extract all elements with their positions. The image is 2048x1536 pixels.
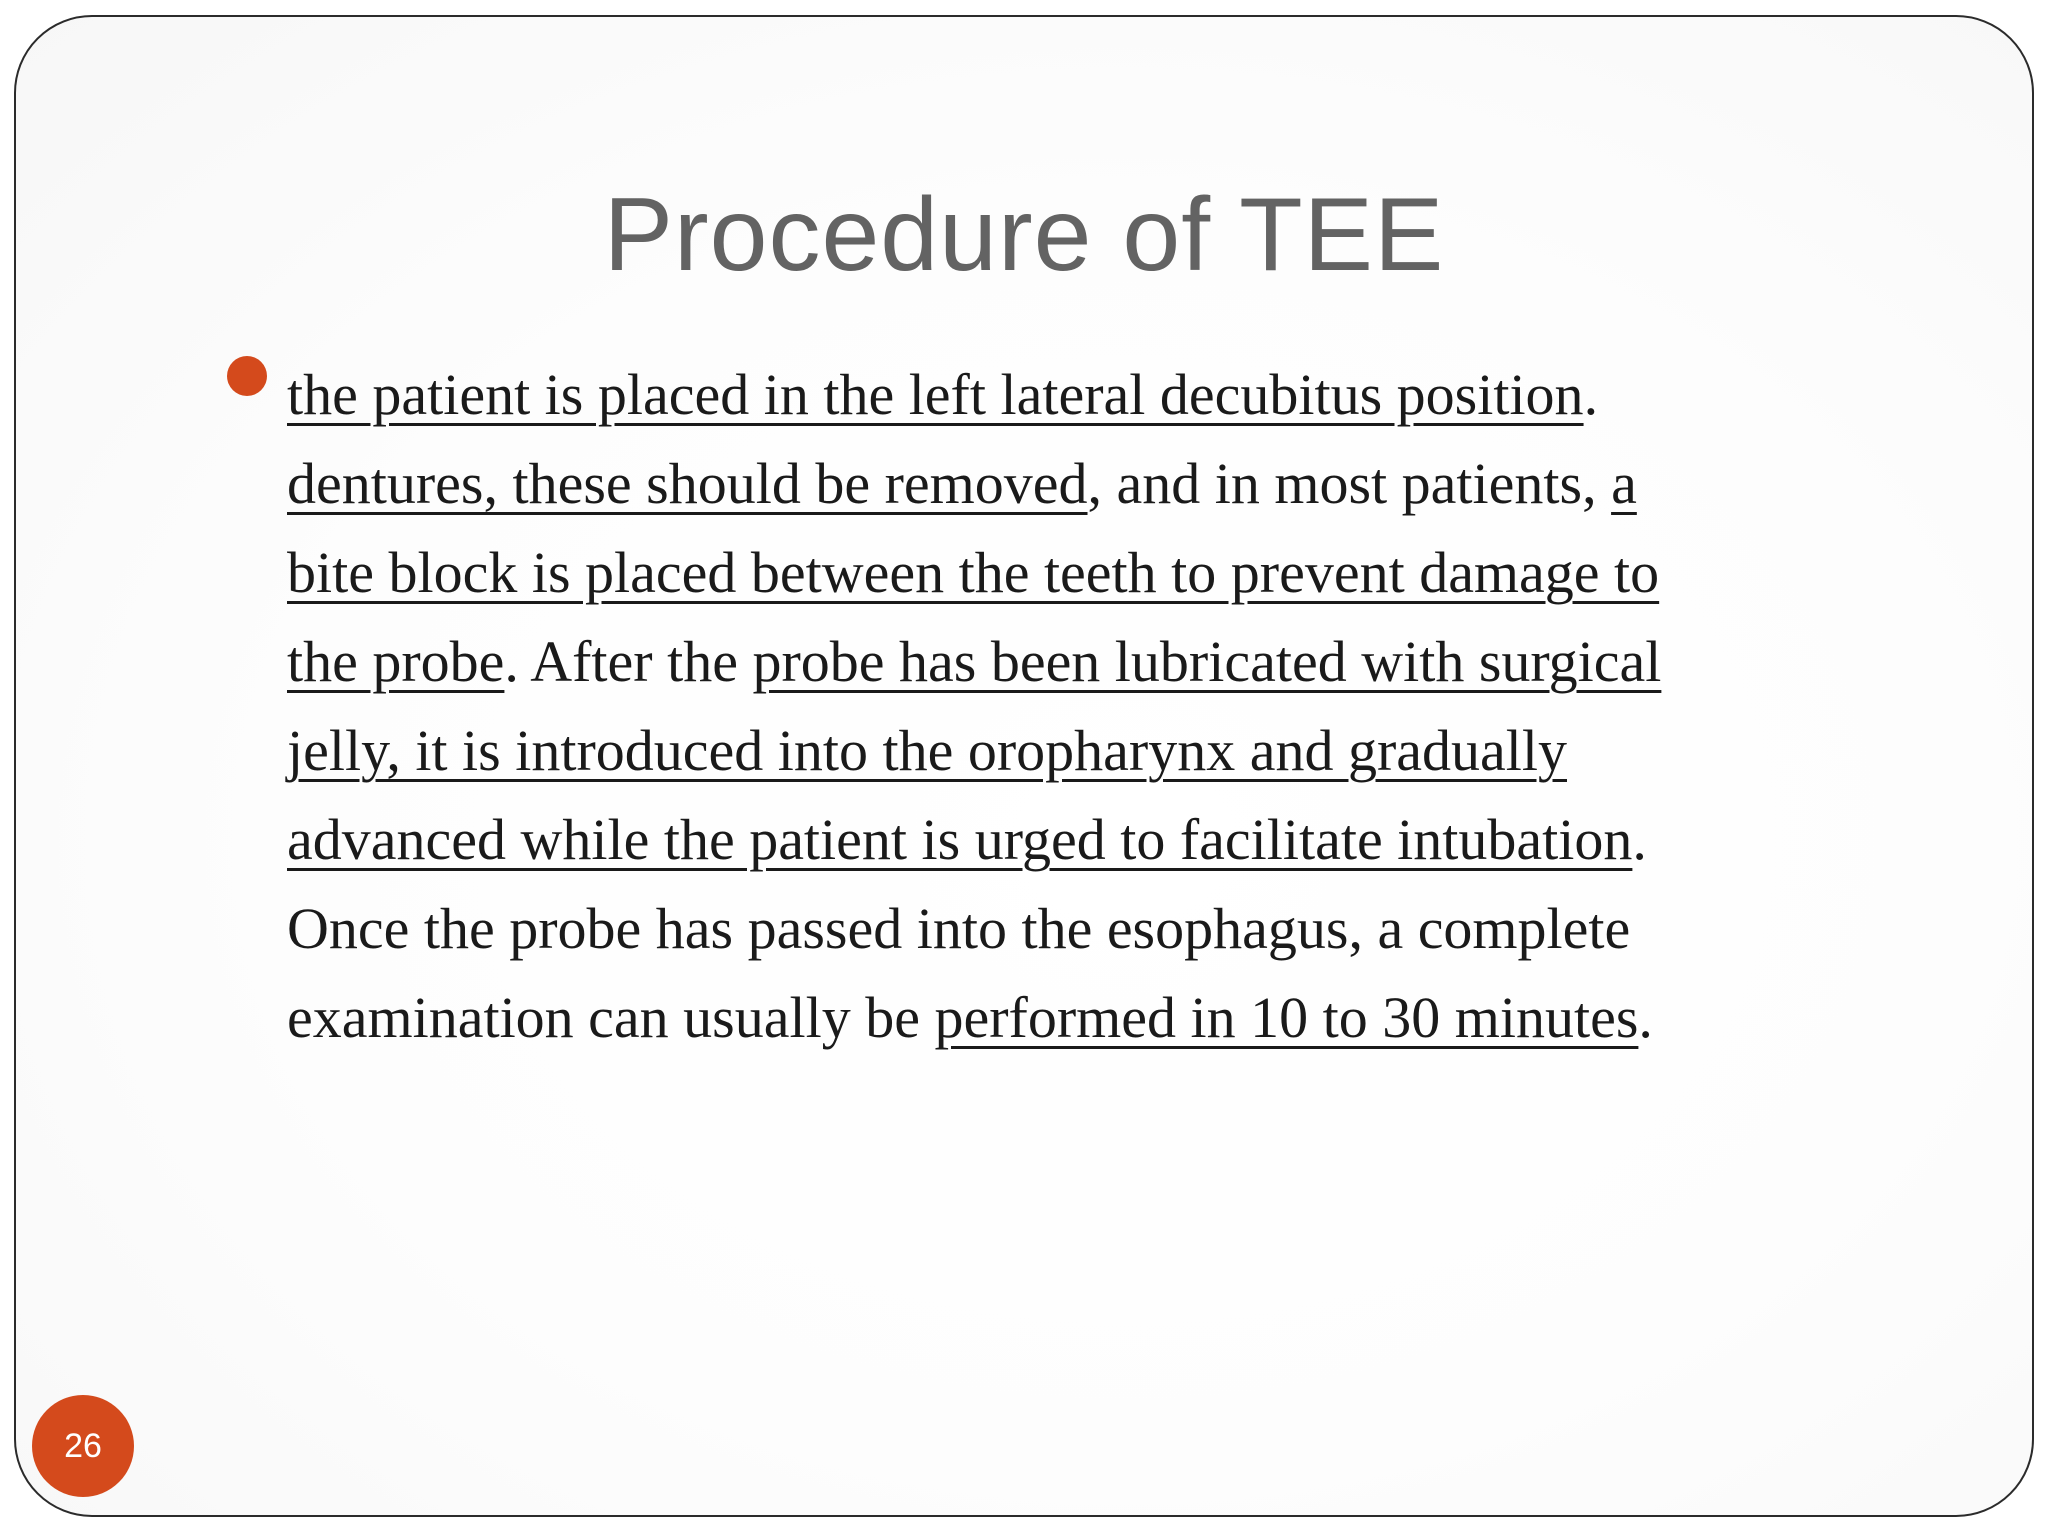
text-segment: . bbox=[1583, 362, 1599, 427]
bullet-dot-icon bbox=[227, 356, 267, 396]
text-line bbox=[287, 528, 1927, 617]
slide-title: Procedure of TEE bbox=[603, 177, 1445, 293]
text-line bbox=[287, 706, 1927, 795]
underlined-text: jelly, it is introduced into the oropharynx and gradually bbox=[287, 718, 1567, 783]
underlined-text: the patient is placed in the left lateral decubitus position bbox=[287, 362, 1584, 427]
text-line bbox=[287, 350, 1927, 439]
underlined-text: a bbox=[1611, 451, 1637, 516]
underlined-text: probe has been lubricated with surgical bbox=[752, 629, 1662, 694]
bullet-paragraph bbox=[287, 350, 1927, 1062]
text-segment: examination can usually be bbox=[287, 985, 935, 1050]
page-number-badge: 26 bbox=[32, 1395, 134, 1497]
text-segment: , and in most patients, bbox=[1087, 451, 1612, 516]
text-segment: . bbox=[1638, 985, 1653, 1050]
underlined-text: dentures, these should be removed bbox=[287, 451, 1088, 516]
text-line bbox=[287, 439, 1927, 528]
underlined-text: advanced while the patient is urged to facilitate intubation bbox=[287, 807, 1633, 872]
underlined-text: the probe bbox=[287, 629, 505, 694]
text-segment: . bbox=[1632, 807, 1647, 872]
text-segment: Once the probe has passed into the esophagus, a complete bbox=[287, 896, 1631, 961]
text-line bbox=[287, 973, 1927, 1062]
text-line bbox=[287, 795, 1927, 884]
text-segment: . After the bbox=[504, 629, 753, 694]
underlined-text: bite block is placed between the teeth to prevent damage to bbox=[287, 540, 1660, 605]
text-line bbox=[287, 617, 1927, 706]
underlined-text: performed in 10 to 30 minutes bbox=[934, 985, 1639, 1050]
text-line bbox=[287, 884, 1927, 973]
